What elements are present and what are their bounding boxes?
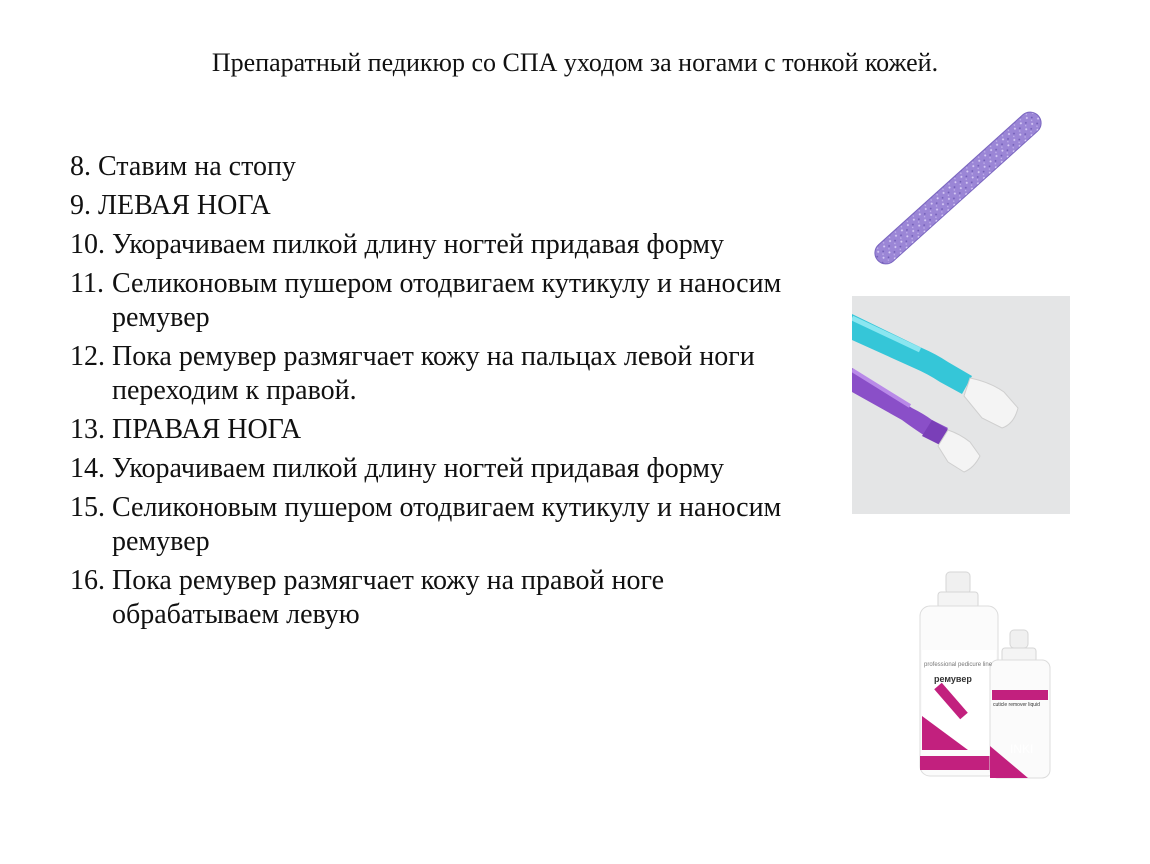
nail-file-image: [858, 108, 1058, 268]
item-number: 8.: [70, 151, 91, 182]
steps-list: [70, 150, 830, 637]
list-item: [70, 150, 830, 184]
list-item: [70, 189, 830, 223]
item-number: 15.: [70, 492, 105, 523]
item-text: Ставим на стопу: [98, 151, 296, 182]
item-number: 13.: [70, 414, 105, 445]
remover-bottles-image: [898, 566, 1082, 784]
bottle-brand-text: professional pedicure line: [924, 662, 993, 668]
item-text: ЛЕВАЯ НОГА: [98, 190, 271, 221]
list-item: [70, 267, 830, 335]
item-text: Селиконовым пушером отодвигаем кутикулу и наносим ремувер: [112, 492, 782, 557]
list-item: [70, 564, 830, 632]
item-number: 9.: [70, 190, 91, 221]
slide-title: Препаратный педикюр со СПА уходом за ногами с тонкой кожей.: [211, 48, 939, 77]
item-number: 16.: [70, 565, 105, 596]
list-item: [70, 228, 830, 262]
item-number: 10.: [70, 229, 105, 260]
item-number: 12.: [70, 341, 105, 372]
bottle-small-label-text: cuticle remover liquid: [993, 702, 1040, 708]
item-number: 14.: [70, 453, 105, 484]
cuticle-pusher-image: [852, 296, 1070, 514]
item-text: Пока ремувер размягчает кожу на правой ноге обрабатываем левую: [112, 565, 665, 630]
item-text: Селиконовым пушером отодвигаем кутикулу и наносим ремувер: [112, 268, 782, 333]
list-item: [70, 340, 830, 408]
list-item: [70, 491, 830, 559]
list-item: [70, 413, 830, 447]
item-text: ПРАВАЯ НОГА: [112, 414, 302, 445]
item-number: 11.: [70, 268, 104, 299]
list-item: [70, 452, 830, 486]
bottle-logo-text: INKI: [1010, 742, 1034, 756]
bottle-product-text: ремувер: [934, 674, 972, 684]
item-text: Укорачиваем пилкой длину ногтей придавая форму: [112, 229, 724, 260]
item-text: Укорачиваем пилкой длину ногтей придавая форму: [112, 453, 724, 484]
item-text: Пока ремувер размягчает кожу на пальцах левой ноги переходим к правой.: [112, 341, 755, 406]
